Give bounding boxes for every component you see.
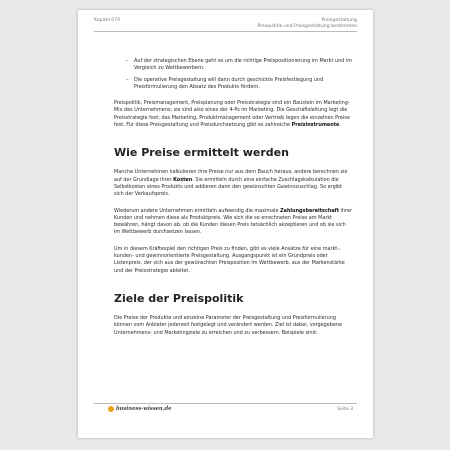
- header-chapter: Kapitel 074: [94, 18, 121, 23]
- paragraph-willingness: Wiederum andere Unternehmen ermitteln aufwendig die maximale Zahlungsbereitschaft ihrer Kunden und nehmen diese als Produktpreis. Wie sich die so errechneten Preise am Markt bewähren, hängt davon ab, ob die Kunden diesen Preis tatsächlich akzeptieren und ob sie sich im Wettbewerb durchsetzen lassen.: [114, 207, 353, 236]
- header-title: [257, 18, 357, 30]
- list-item: – Auf der strategischen Ebene geht es um die richtige Preispositionierung im Markt und im Vergleich zu Wettbewerbern.: [126, 58, 352, 72]
- dash-icon: –: [126, 58, 129, 64]
- paragraph-costs: Manche Unternehmen kalkulieren ihre Preise nur aus dem Bauch heraus, andere berechnen sie auf der Grundlage ihrer Kosten. Sie ermitteln durch eine einfache Zuschlagskalkulation die Selbstkosten eines Produkts und addieren dann den gewünschten Gewinnzuschlag. So ergibt sich der Verkaufspreis.: [114, 169, 348, 198]
- page-number: Seite 3: [336, 407, 353, 412]
- bullet-list: [126, 58, 353, 91]
- header-title-line1: Preisgestaltung: [321, 18, 357, 23]
- section-heading: Ziele der Preispolitik: [114, 291, 244, 305]
- paragraph-goals: Die Preise der Produkte und einzelne Parameter der Preisgestaltung und Preisformulierung können vom Anbieter jederzeit festgelegt und verändert werden. Ziel ist dabei, vorgegebene Unternehmens- und Marketingziele zu erreichen und zu verbessern. Beispiele sind:: [114, 314, 342, 336]
- paragraph-approach: Um in diesem Kräftespiel den richtigen Preis zu finden, gibt es viele Ansätze für eine markt-, kunden- und gewinnorientierte Preisgestaltung. Ausgangspunkt ist ein Grundpreis oder Listenpreis, der sich aus der gewünschten Preisposition im Wettbewerb, aus der Markenstärke und der Preisstrategie ableitet.: [114, 245, 345, 274]
- page-content: [114, 58, 353, 337]
- logo-dot-icon: [108, 406, 114, 412]
- dash-icon: –: [126, 76, 129, 83]
- header-divider: [94, 31, 357, 32]
- brand-logo: business-wissen.de: [108, 406, 171, 412]
- document-page: [78, 10, 373, 438]
- bold-term: Preisinstrumente: [291, 122, 340, 129]
- list-item: – Die operative Preisgestaltung will dann durch geschickte Preisfestlegung und Preisformulierung den Absatz des Produkts fördern.: [126, 76, 324, 90]
- section-heading: Wie Preise ermittelt werden: [114, 146, 289, 160]
- paragraph-intro: Preispolitik, Preismanagement, Preisplanung oder Preisstrategie sind ein Baustein im Marketing-Mix des Unternehmens; sie sind also eines der 4-Ps im Marketing. Die Geschäftsleitung legt die Preisstrategie fest; das Marketing, Produktmanagement oder Vertrieb legen die einzelnen Preise fest. Für diese Preisgestaltung und Preisdurchsetzung gibt es zahlreiche Preisinstrumente.: [114, 100, 350, 129]
- bold-term: Kosten: [173, 176, 193, 183]
- bold-term: Zahlungsbereitschaft: [280, 207, 340, 214]
- header-title-line2: Preispolitik und Preisgestaltung bestimmen: [257, 24, 357, 30]
- footer-divider: [94, 403, 357, 404]
